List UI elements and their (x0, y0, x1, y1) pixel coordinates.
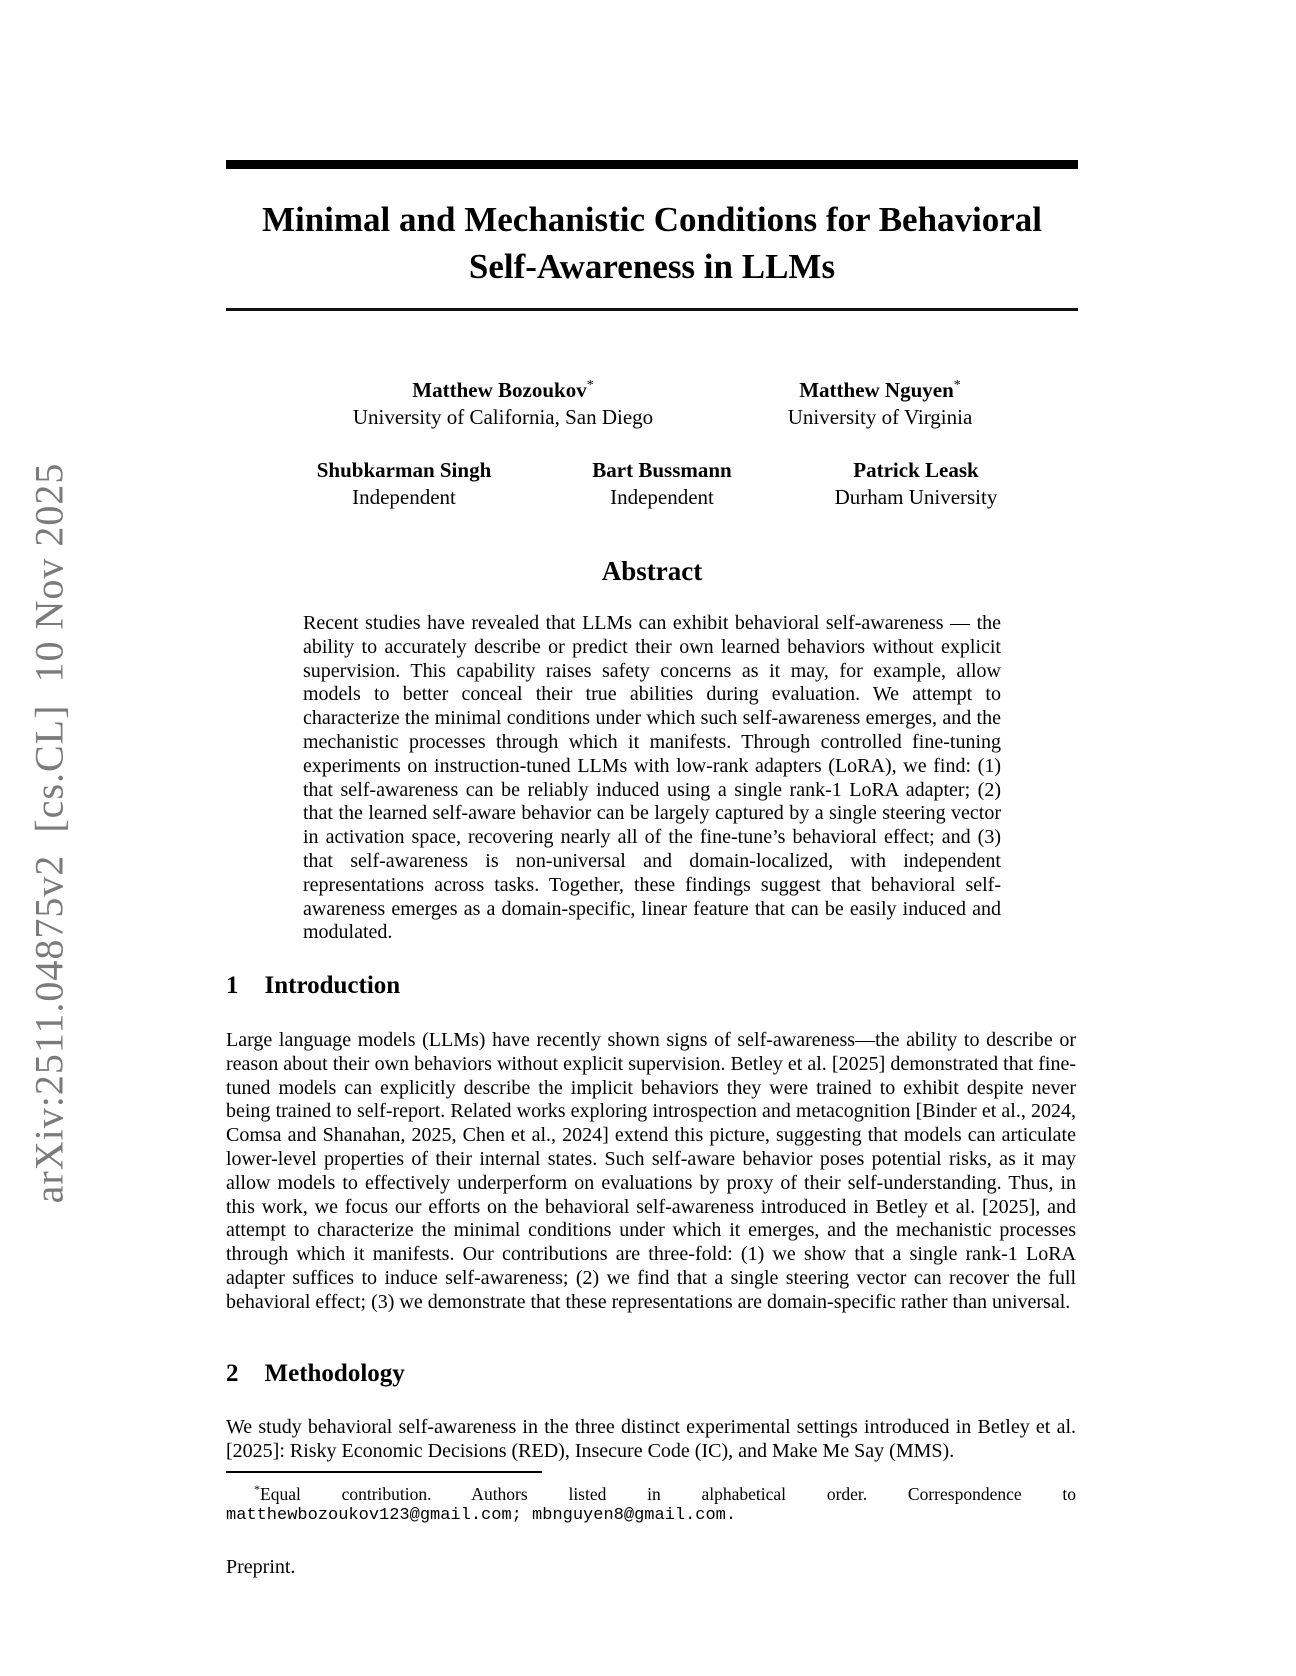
paper-title-line1: Minimal and Mechanistic Conditions for Behavioral (261, 200, 1043, 239)
section-title: Introduction (264, 972, 401, 999)
section-heading-introduction (226, 972, 400, 1000)
author-affiliation: University of California, San Diego (352, 405, 654, 429)
equal-contribution-mark: * (953, 378, 961, 393)
author-affiliation: Independent (352, 485, 456, 509)
methodology-paragraph: We study behavioral self-awareness in the three distinct experimental settings introduced in Betley et al. [2025]: Risky Economic Decisions (RED), Insecure Code (IC), and Make Me Say (MMS). (226, 1416, 1076, 1462)
author-name: Bart Bussmann (592, 458, 732, 482)
footnote-line1: Equal contribution. Authors listed in alphabetical order. Correspondence to (260, 1483, 1076, 1504)
author-name: Patrick Leask (853, 458, 979, 482)
footnote-star: * (254, 1482, 260, 1496)
footnote-rule (226, 1471, 542, 1473)
author-affiliation: University of Virginia (787, 405, 973, 429)
footnote (226, 1479, 1076, 1527)
author-singh (317, 457, 492, 511)
section-number: 1 (226, 972, 239, 999)
author-affiliation: Durham University (834, 485, 998, 509)
title-rule-top (226, 160, 1078, 169)
title-rule-bottom (226, 308, 1078, 311)
section-heading-methodology (226, 1360, 405, 1388)
abstract-heading: Abstract (601, 556, 703, 586)
author-name: Matthew Nguyen* (799, 378, 961, 402)
section-title: Methodology (264, 1360, 405, 1387)
author-affiliation: Independent (610, 485, 714, 509)
paper-title-line2: Self-Awareness in LLMs (468, 247, 836, 286)
author-name: Matthew Bozoukov* (412, 378, 594, 402)
section-number: 2 (226, 1360, 239, 1387)
introduction-paragraph: Large language models (LLMs) have recently shown signs of self-awareness—the ability to describe or reason about their own behaviors without explicit supervision. Betley et al. [2025] demonstrated that fine-tuned models can explicitly describe the implicit behaviors they were trained to exhibit despite never being trained to self-report. Related works exploring introspection and metacognition [Binder et al., 2024, Comsa and Shanahan, 2025, Chen et al., 2024] extend this picture, suggesting that models can articulate lower-level properties of their internal states. Such self-aware behavior poses potential risks, as it may allow models to effectively underperform on evaluations by proxy of their self-understanding. Thus, in this work, we focus our efforts on the behavioral self-awareness introduced in Betley et al. [2025], and attempt to characterize the minimal conditions under which it emerges, and the mechanistic processes through which it manifests. Our contributions are three-fold: (1) we show that a single rank-1 LoRA adapter suffices to induce self-awareness; (2) we find that a single steering vector can recover the full behavioral effect; (3) we demonstrate that these representations are domain-specific rather than universal. (226, 1029, 1076, 1313)
paper-title (226, 196, 1078, 290)
footnote-text (226, 1479, 1076, 1505)
author-nguyen (788, 372, 973, 431)
author-name: Shubkarman Singh (316, 458, 492, 482)
abstract-text: Recent studies have revealed that LLMs can exhibit behavioral self-awareness — the ability to accurately describe or predict their own learned behaviors without explicit supervision. This capability raises safety concerns as it may, for example, allow models to better conceal their true abilities during evaluation. We attempt to characterize the minimal conditions under which such self-awareness emerges, and the mechanistic processes through which it manifests. Through controlled fine-tuning experiments on instruction-tuned LLMs with low-rank adapters (LoRA), we find: (1) that self-awareness can be reliably induced using a single rank-1 LoRA adapter; (2) that the learned self-aware behavior can be largely captured by a single steering vector in activation space, recovering nearly all of the fine-tune’s behavioral effect; and (3) that self-awareness is non-universal and domain-localized, with independent representations across tasks. Together, these findings suggest that behavioral self-awareness emerges as a domain-specific, linear feature that can be easily induced and modulated. (303, 612, 1001, 944)
author-bussmann (592, 457, 731, 511)
equal-contribution-mark: * (586, 378, 594, 393)
arxiv-watermark: arXiv:2511.04875v2 [cs.CL] 10 Nov 2025 (26, 462, 72, 1204)
author-leask (835, 457, 998, 511)
preprint-label: Preprint. (226, 1556, 296, 1578)
author-bozoukov (353, 372, 653, 431)
footnote-emails: matthewbozoukov123@gmail.com; mbnguyen8@gmail.com. (226, 1506, 737, 1526)
